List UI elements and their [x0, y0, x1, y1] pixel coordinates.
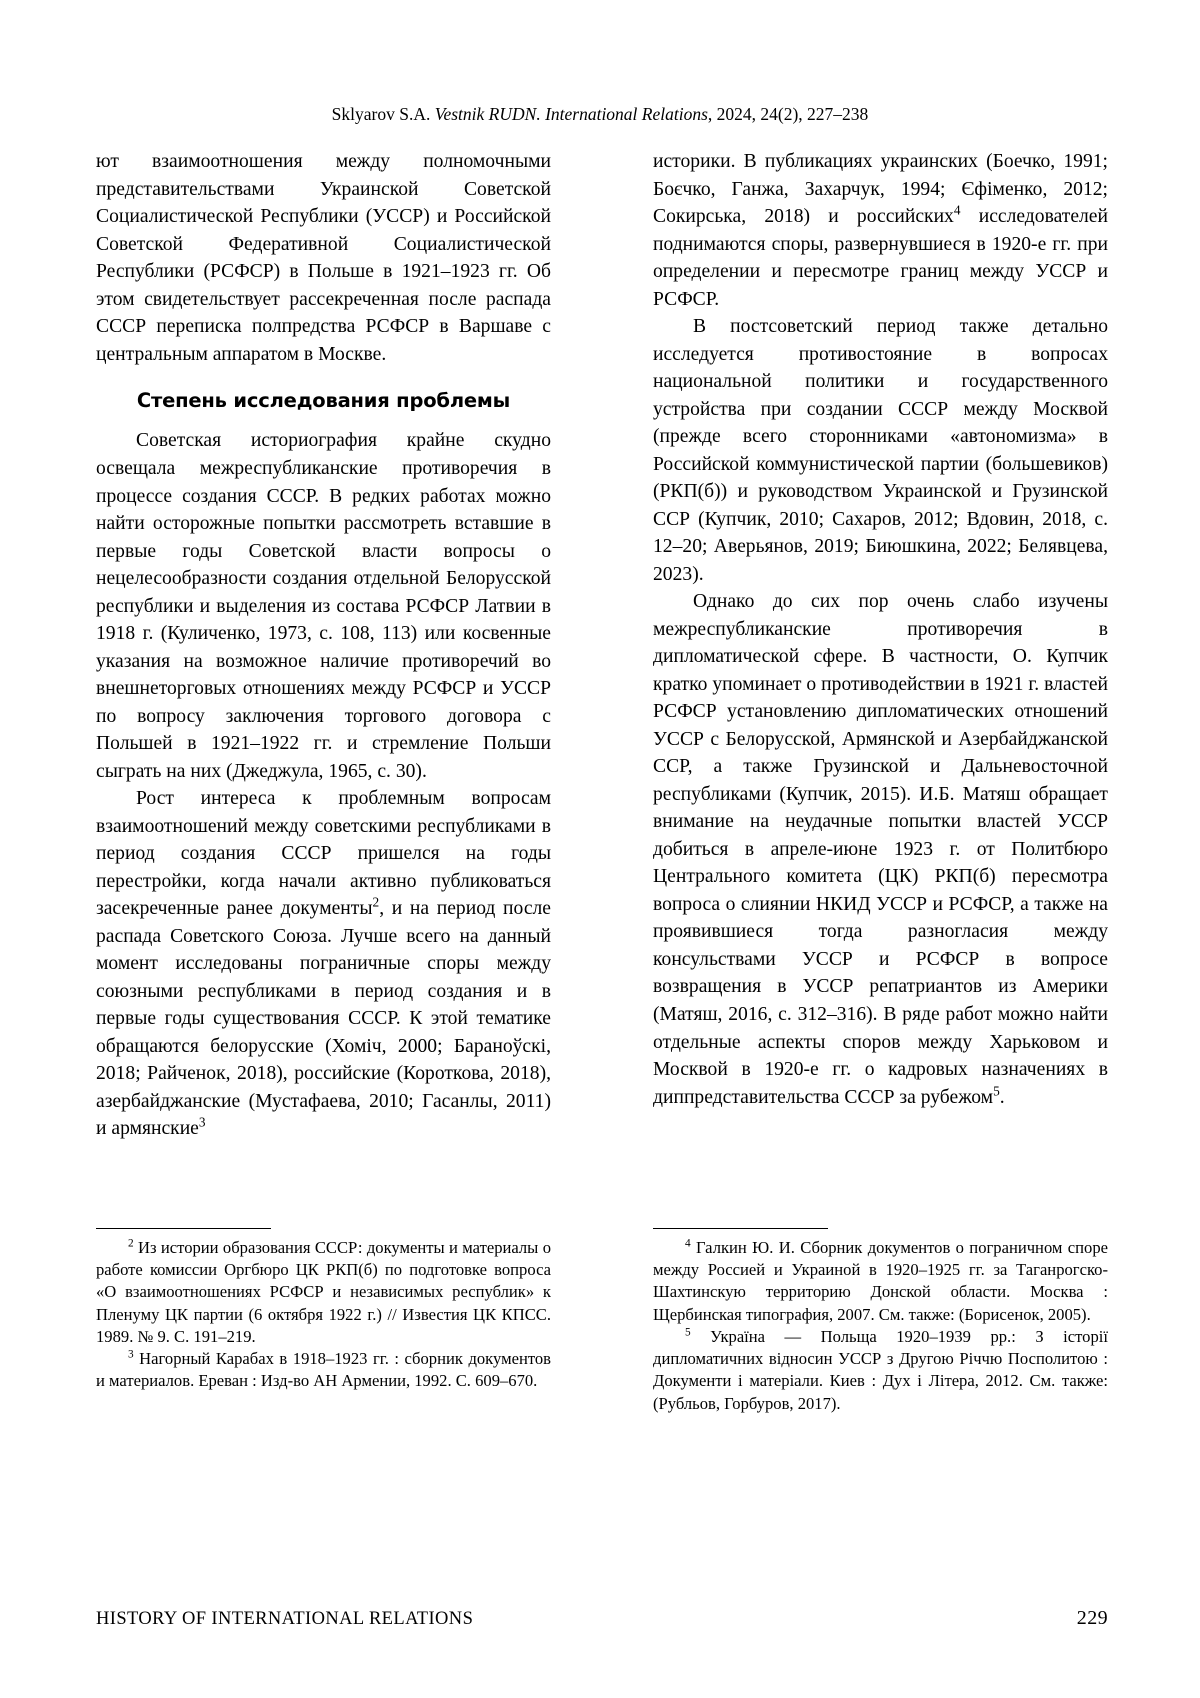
footnote-item — [96, 1237, 551, 1348]
footnote-text: Из истории образования СССР: документы и материалы о работе комиссии Оргбюро ЦК РКП(б) по подготовке вопроса «О взаимоотношениях РСФСР и независимых республик» к Пленуму ЦК партии (6 октября 1922 г.) // Известия ЦК КПСС. 1989. № 9. С. 191–219. — [96, 1238, 551, 1346]
paragraph-text: Однако до сих пор очень слабо изучены межреспубликанские противоречия в дипломатической сфере. В частности, О. Купчик кратко упоминает о противодействии в 1921 г. властей РСФСР установлению дипломатических отношений УССР с Белорусской, Армянской и Азербайджанской ССР, а также Грузинской и Дальневосточной республиками (Купчик, 2015). И.Б. Матяш обращает внимание на неудачные попытки властей УССР добиться в апреле-июне 1923 г. от Политбюро Центрального комитета (ЦК) РКП(б) пересмотра вопроса о слиянии НКИД УССР и РСФСР, а также на проявившиеся тогда разногласия между консульствами УССР и РСФСР в вопросе возвращения в УССР репатриантов из Америки (Матяш, 2016, с. 312–316). В ряде работ можно найти отдельные аспекты споров между Харьковом и Москвой в 1920-е гг. о кадровых назначениях в диппредставительства СССР за рубежом — [653, 591, 1108, 1108]
left-column — [96, 148, 551, 1208]
footer-section-label: HISTORY OF INTERNATIONAL RELATIONS — [96, 1609, 474, 1629]
footnote-item — [653, 1326, 1108, 1415]
paragraph: ют взаимоотношения между полномочными представительствами Украинской Советской Социалистической Республики (УССР) и Российской Советской Федеративной Социалистической Республики (РСФСР) в Польше в 1921–1923 гг. Об этом свидетельствует рассекреченная после распада СССР переписка полпредства РСФСР в Варшаве с центральным аппаратом в Москве. — [96, 151, 551, 365]
footnote-item — [653, 1237, 1108, 1326]
footnote-text: Нагорный Карабах в 1918–1923 гг. : сборник документов и материалов. Ереван : Изд-во АН Армении, 1992. С. 609–670. — [96, 1349, 551, 1391]
right-column — [653, 148, 1108, 1208]
footnote-text: Галкин Ю. И. Сборник документов о пограничном споре между Россией и Украиной в 1920–1925 гг. за Таганрогско-Шахтинскую территорию Донской области. Москва : Щербинская типография, 2007. См. также: (Борисенок, 2005). — [653, 1238, 1108, 1324]
footnotes-right — [653, 1228, 1108, 1415]
paragraph — [653, 148, 1108, 313]
paragraph-text: , и на период после распада Советского Союза. Лучше всего на данный момент исследованы пограничные споры между союзными республиками в период создания и в первые годы существования СССР. К этой тематике обращаются белорусские (Хоміч, 2000; Бараноўскі, 2018; Райченок, 2018), российские (Короткова, 2018), азербайджанские (Мустафаева, 2010; Гасанлы, 2011) и армянские — [96, 898, 551, 1140]
footnote-text: Україна — Польща 1920–1939 рр.: З історії дипломатичних відносин УССР з Другою Річчю Посполитою : Документи і матеріали. Киев : Дух і Літера, 2012. См. также: (Рубльов, Горбуров, 2017). — [653, 1326, 1108, 1413]
paragraph-text: . — [999, 1086, 1005, 1108]
footnote-marker: 3 — [128, 1348, 134, 1361]
footnotes-left — [96, 1228, 551, 1415]
footnote-marker: 4 — [685, 1237, 691, 1250]
paragraph — [653, 588, 1108, 1111]
page-number: 229 — [1076, 1607, 1108, 1629]
footnote-ref-4[interactable]: 4 — [953, 202, 961, 218]
page-footer — [96, 1607, 1108, 1630]
paragraph: Советская историография крайне скудно освещала межреспубликанские противоречия в процессе создания СССР. В редких работах можно найти осторожные попытки рассмотреть вставшие в первые годы Советской власти вопросы о нецелесообразности создания отдельной Белорусской республики и выделения из состава РСФСР Латвии в 1918 г. (Куличенко, 1973, с. 108, 113) или косвенные указания на возможное наличие противоречий во внешнеторговых отношениях между РСФСР и УССР по вопросу заключения торгового договора с Польшей в 1921–1922 гг. и стремление Польши сыграть на них (Джеджула, 1965, с. 30). — [96, 430, 551, 782]
paragraph-text: Рост интереса к проблемным вопросам взаимоотношений между советскими республиками в период создания СССР пришелся на годы перестройки, когда начали активно публиковаться засекреченные ранее документы — [96, 788, 551, 920]
paragraph: В постсоветский период также детально исследуется противостояние в вопросах национальной политики и государственного устройства при создании СССР между Москвой (прежде всего сторонниками «автономизма» в Российской коммунистической партии (большевиков) (РКП(б)) и руководством Украинской и Грузинской ССР (Купчик, 2010; Сахаров, 2012; Вдовин, 2018, с. 12–20; Аверьянов, 2019; Биюшкина, 2022; Белявцева, 2023). — [653, 316, 1108, 585]
paragraph-text: исследователей поднимаются споры, развернувшиеся в 1920-е гг. при определении и пересмотре границ между УССР и РСФСР. — [653, 206, 1108, 310]
footnote-marker: 2 — [128, 1237, 134, 1250]
footnotes — [96, 1228, 1108, 1415]
running-head-author: Sklyarov S.A. — [331, 104, 431, 124]
footnote-marker: 5 — [685, 1326, 691, 1339]
footnote-ref-5[interactable]: 5 — [993, 1083, 1000, 1098]
running-head-journal: Vestnik RUDN. International Relations — [434, 104, 708, 124]
footnote-item — [96, 1348, 551, 1392]
footnote-ref-2[interactable]: 2 — [372, 894, 380, 910]
footnote-separator — [96, 1228, 271, 1229]
paragraph-text: историки. В публикациях украинских (Боечко, 1991; Боєчко, Ганжа, Захарчук, 1994; Єфіменко, 2012; Сокирська, 2018) и российских — [653, 151, 1108, 228]
footnote-separator — [653, 1228, 828, 1229]
running-head — [96, 104, 1104, 125]
footnote-ref-3[interactable]: 3 — [198, 1114, 206, 1130]
running-head-citation: , 2024, 24(2), 227–238 — [707, 104, 869, 124]
section-heading: Степень исследования проблемы — [136, 389, 511, 413]
paragraph — [96, 785, 551, 1143]
body-columns — [96, 148, 1108, 1208]
